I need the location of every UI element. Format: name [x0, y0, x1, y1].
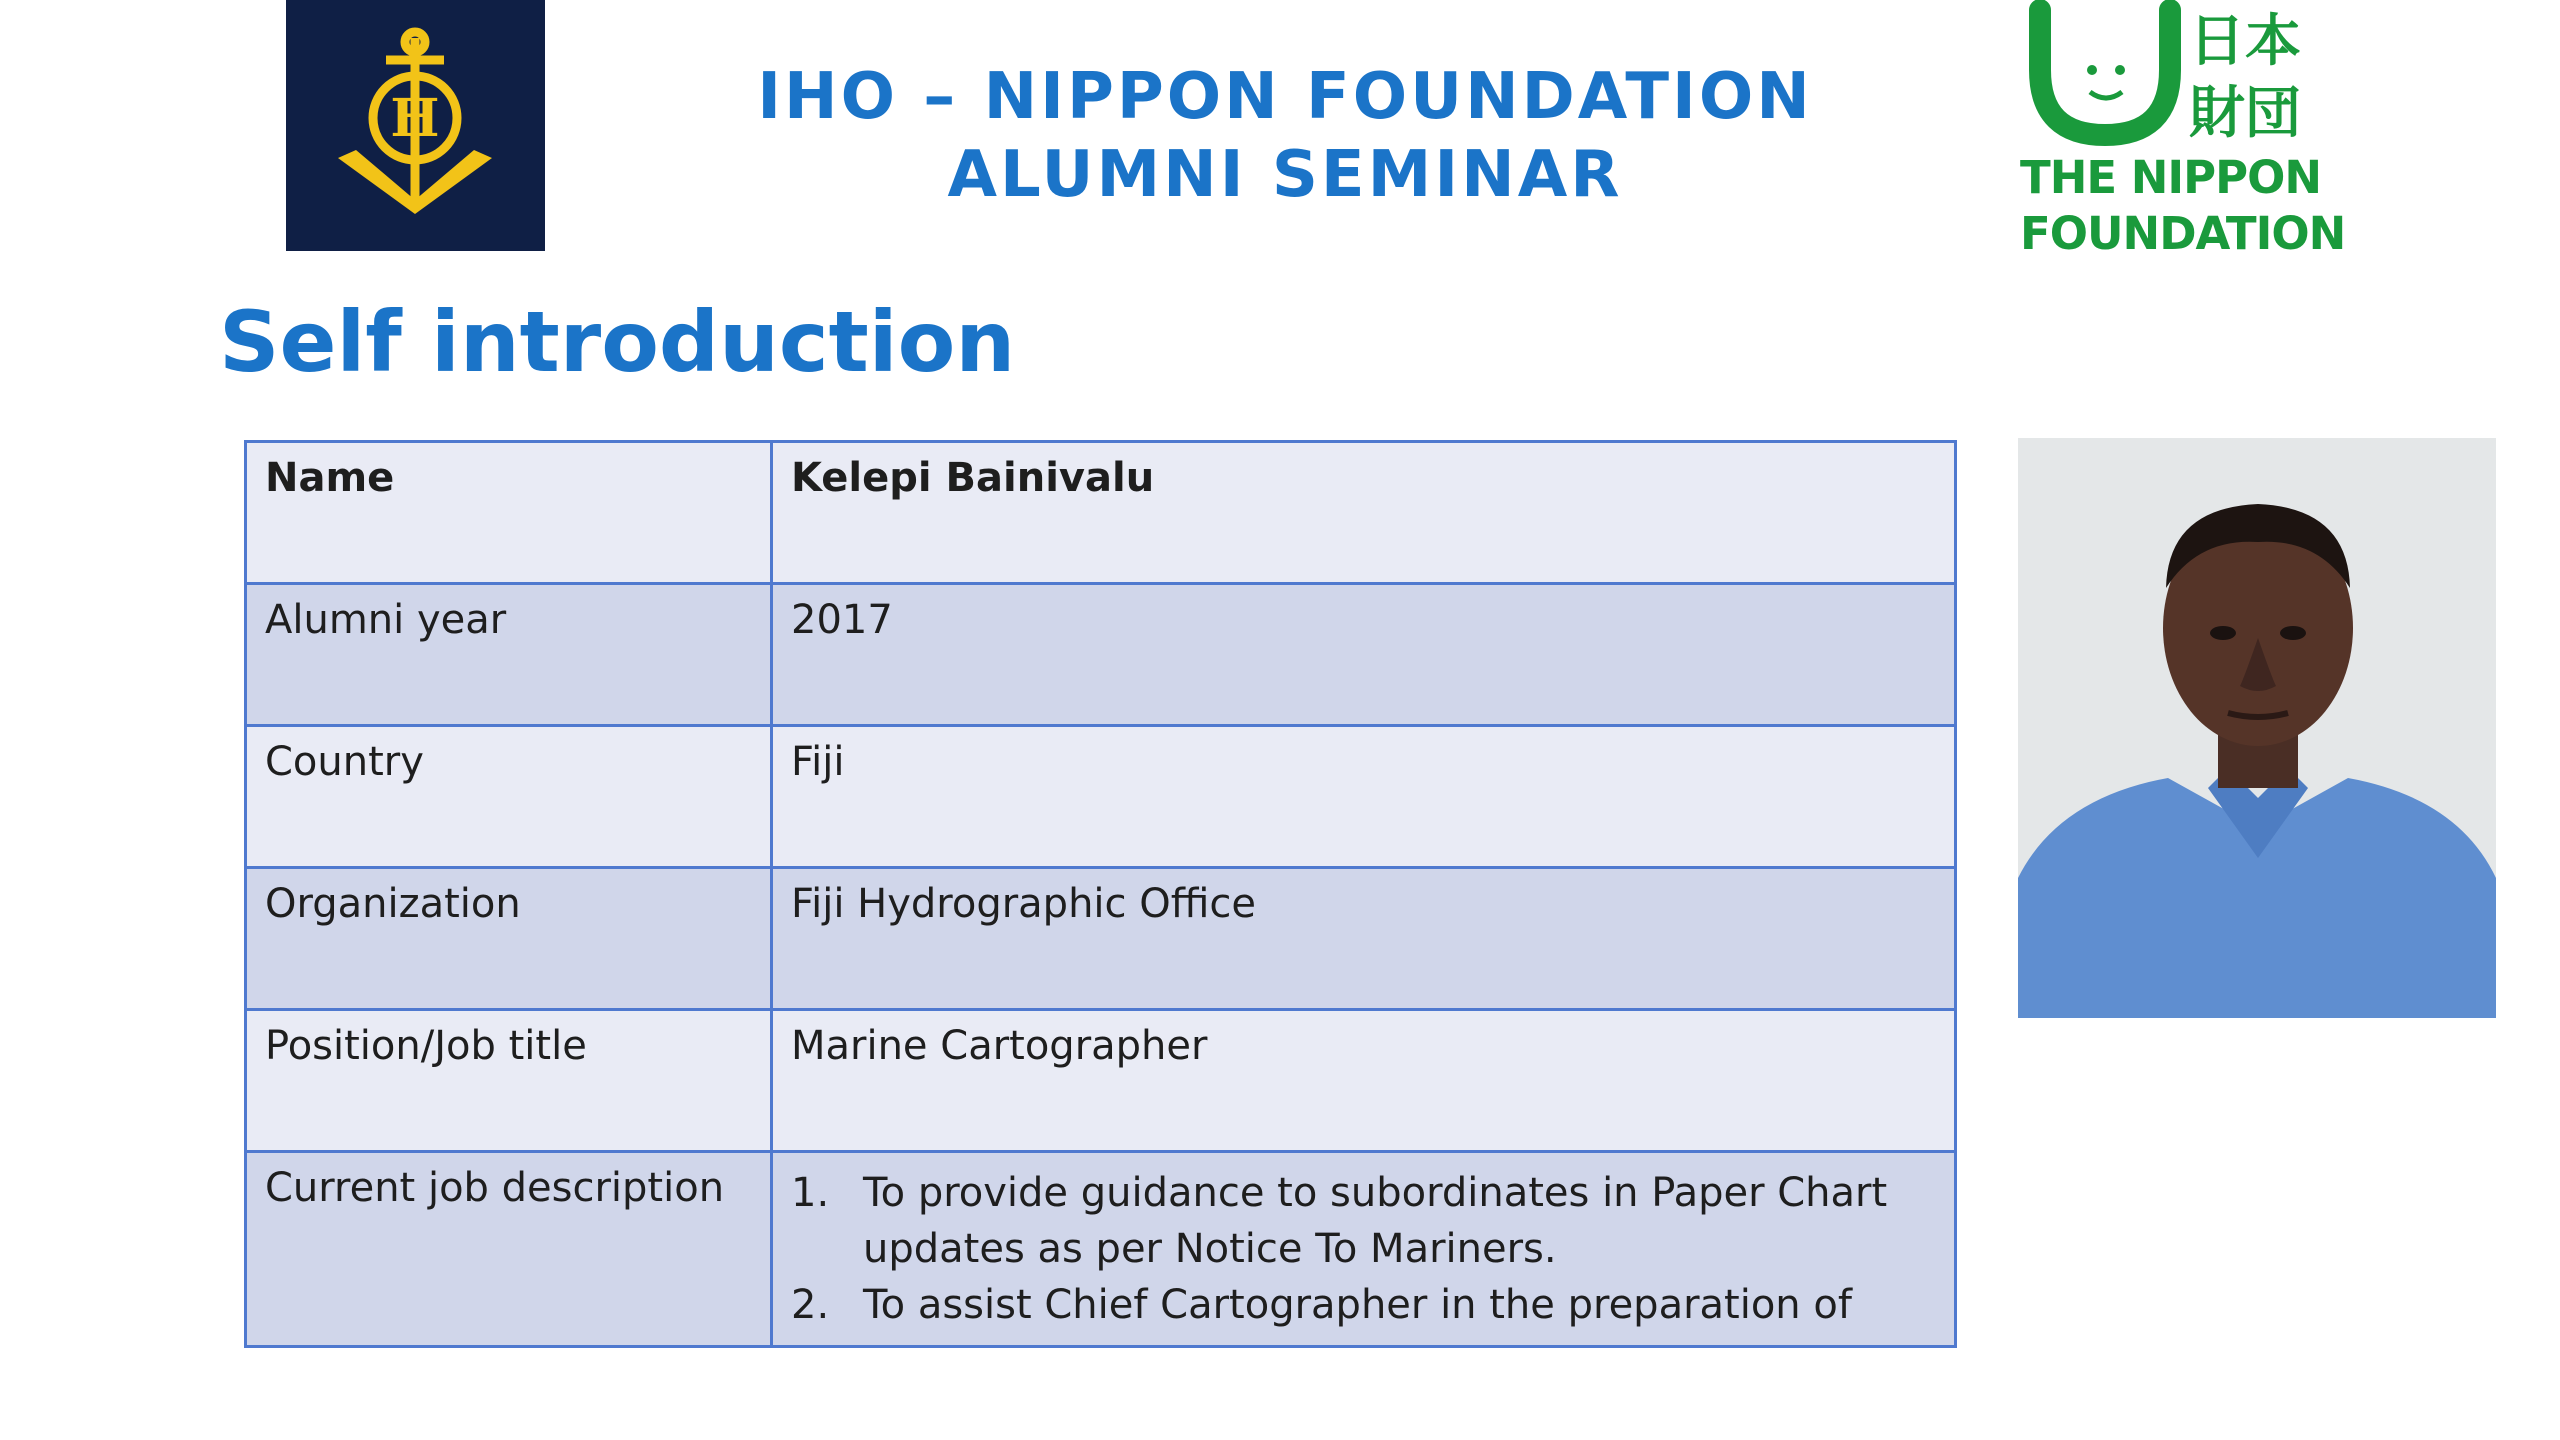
- nippon-foundation-wordmark: [2020, 150, 2346, 262]
- table-row: [246, 726, 1956, 868]
- nf-wordmark-line1: THE NIPPON: [2020, 151, 2322, 204]
- table-row: [246, 1152, 1956, 1347]
- table-value-cell: Marine Cartographer: [772, 1010, 1956, 1152]
- nf-wordmark-line2: FOUNDATION: [2020, 207, 2346, 260]
- self-intro-table: [244, 440, 1957, 1348]
- list-item-text: To assist Chief Cartographer in the preparation of: [863, 1282, 1852, 1328]
- list-item-text: To provide guidance to subordinates in Paper Chart updates as per Notice To Mariners.: [863, 1170, 1888, 1272]
- job-description-list: [791, 1165, 1936, 1333]
- table-value-cell: 2017: [772, 584, 1956, 726]
- person-portrait-icon: [2018, 438, 2496, 1018]
- iho-logo: [286, 0, 545, 251]
- table-value-cell: Fiji Hydrographic Office: [772, 868, 1956, 1010]
- table-value-cell: Fiji: [772, 726, 1956, 868]
- seminar-title-line1: IHO – NIPPON FOUNDATION: [757, 60, 1813, 134]
- table-label-cell: Country: [246, 726, 772, 868]
- portrait-photo: [2018, 438, 2496, 1018]
- seminar-title: [690, 58, 1880, 214]
- list-item-number: 1.: [791, 1170, 830, 1216]
- table-row: [246, 1010, 1956, 1152]
- slide-title: Self introduction: [219, 293, 1016, 391]
- nf-kanji-top: 日本: [2189, 9, 2301, 74]
- list-item: [791, 1165, 1936, 1277]
- table-row: [246, 442, 1956, 584]
- table-label-cell: Position/Job title: [246, 1010, 772, 1152]
- table-label-cell: Organization: [246, 868, 772, 1010]
- svg-text:H: H: [390, 88, 440, 149]
- nippon-foundation-mark-icon: [2020, 0, 2320, 150]
- list-item-number: 2.: [791, 1282, 830, 1328]
- table-label-cell: Alumni year: [246, 584, 772, 726]
- table-value-cell: [772, 1152, 1956, 1347]
- seminar-title-line2: ALUMNI SEMINAR: [947, 138, 1623, 212]
- table-row: [246, 868, 1956, 1010]
- table-row: [246, 584, 1956, 726]
- list-item: [791, 1277, 1936, 1333]
- nf-kanji-bottom: 財団: [2189, 81, 2301, 146]
- table-label-cell: Current job description: [246, 1152, 772, 1347]
- table-label-cell: Name: [246, 442, 772, 584]
- table-value-cell: Kelepi Bainivalu: [772, 442, 1956, 584]
- iho-anchor-icon: [286, 0, 545, 251]
